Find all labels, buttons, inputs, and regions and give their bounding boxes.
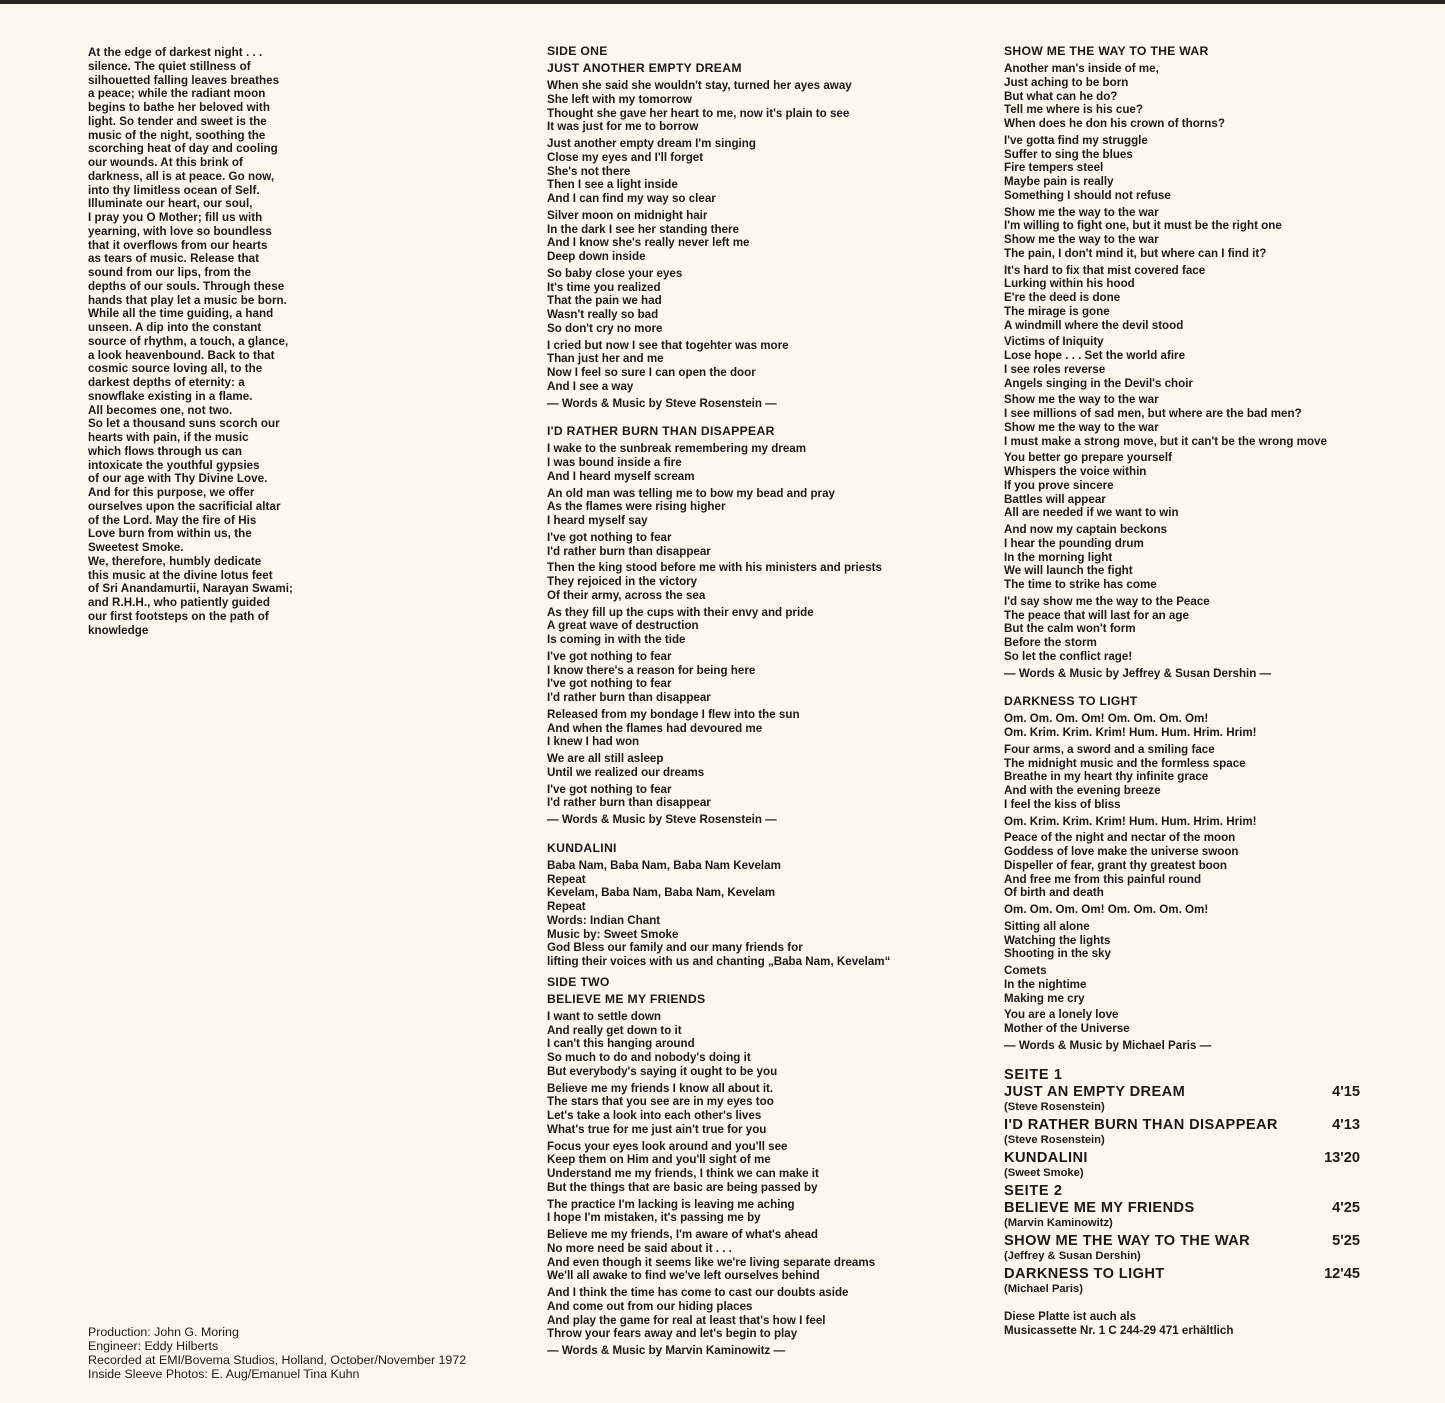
credit-text-line: Inside Sleeve Photos: E. Aug/Emanuel Tina Kuhn [88, 1367, 360, 1381]
song-kundalini [547, 841, 947, 969]
lyric-line: That the pain we had [547, 294, 662, 308]
lyric-line: Believe me my friends I know all about it. [547, 1081, 774, 1095]
lyric-line: In the morning light [1004, 550, 1113, 564]
lyric-line: Show me the way to the war [1004, 420, 1159, 434]
lyric-line: I've got nothing to fear [547, 677, 672, 691]
dedication-line: sound from our lips, from the [88, 266, 252, 279]
lyric-line: Om. Krim. Krim. Krim! Hum. Hum. Hrim. Hrim! [1004, 814, 1257, 828]
track-duration: 4'25 [1332, 1199, 1360, 1216]
lyric-line: But the calm won't form [1004, 622, 1136, 636]
lyric-line: I cried but now I see that togehter was more [547, 338, 789, 352]
lyric-line: Angels singing in the Devil's choir [1004, 376, 1193, 390]
lyric-line: The time to strike has come [1004, 578, 1157, 591]
lyric-line: And I heard myself scream [547, 469, 695, 483]
dedication-line: Sweetest Smoke. [88, 541, 184, 554]
lyric-line: Silver moon on midnight hair [547, 208, 708, 222]
lyric-line: I've gotta find my struggle [1004, 133, 1148, 147]
lyric-line: And when the flames had devoured me [547, 721, 763, 735]
lyric-line: What's true for me just ain't true for you [547, 1122, 767, 1136]
dedication-line: Illuminate our heart, our soul, [88, 197, 253, 211]
track-row [1004, 1117, 1360, 1134]
lyric-line: She left with my tomorrow [547, 92, 692, 106]
lyric-line: I can't this hanging around [547, 1037, 695, 1051]
dedication-line: scorching heat of day and cooling [88, 142, 278, 156]
lyric-line: Close my eyes and I'll forget [547, 150, 704, 164]
dedication-line: our first footsteps on the path of [88, 609, 269, 623]
lyric-line: Om. Om. Om. Om! Om. Om. Om. Om! [1004, 712, 1209, 726]
lyric-line: And come out from our hiding places [547, 1299, 753, 1313]
stanza [1004, 595, 1374, 664]
dedication-line: yearning, with love so boundless [88, 224, 272, 238]
track-title: SHOW ME THE WAY TO THE WAR [1004, 1232, 1251, 1249]
credit-text-line: Engineer: Eddy Hilberts [88, 1339, 219, 1353]
lyric-line: Fire tempers steel [1004, 161, 1104, 175]
track-duration: 4'13 [1332, 1116, 1360, 1133]
dedication-line: While all the time guiding, a hand [88, 307, 274, 321]
lyric-line: I've got nothing to fear [547, 782, 672, 796]
dedication-line: our wounds. At this brink of [88, 156, 243, 169]
dedication-line: I pray you O Mother; fill us with [88, 211, 263, 224]
lyric-line: Lose hope . . . Set the world afire [1004, 349, 1186, 362]
dedication-line: of the Lord. May the fire of His [88, 513, 257, 527]
credit-text-line: Recorded at EMI/Bovema Studios, Holland, October/November 1972 [88, 1353, 467, 1367]
dedication-line: music of the night, soothing the [88, 128, 266, 142]
lyric-line: A windmill where the devil stood [1004, 318, 1184, 332]
lyric-line: It's time you realized [547, 280, 661, 294]
dedication-line: darkness, all is at peace. Go now, [88, 169, 275, 183]
lyric-line: Until we realized our dreams [547, 765, 705, 779]
lyric-line: Something I should not refuse [1004, 188, 1171, 202]
side-one-label: SIDE ONE [547, 44, 608, 58]
lyric-line: No more need be said about it . . . [547, 1241, 732, 1255]
track-duration: 12'45 [1324, 1265, 1360, 1282]
lyric-line: So don't cry no more [547, 321, 663, 335]
lyric-line: Om. Krim. Krim. Krim! Hum. Hum. Hrim. Hrim! [1004, 726, 1257, 739]
lyric-line: Show me the way to the war [1004, 205, 1159, 219]
stanza [1004, 743, 1374, 812]
lyric-line: So let the conflict rage! [1004, 649, 1133, 663]
stanza [547, 267, 947, 336]
song-show-me-the-way-to-the-war [1004, 44, 1374, 680]
production-credits [88, 1325, 528, 1381]
dedication-line: begins to bathe her beloved with [88, 101, 270, 114]
dedication-line: into thy limitless ocean of Self. [88, 183, 260, 197]
lyric-line: I'd say show me the way to the Peace [1004, 594, 1210, 608]
lyric-line: Four arms, a sword and a smiling face [1004, 742, 1215, 756]
stanza [547, 606, 947, 647]
side-two-label: SIDE TWO [547, 974, 610, 989]
lyric-line: God Bless our family and our many friends for [547, 941, 803, 955]
track-row [1004, 1084, 1360, 1101]
lyric-line: As they fill up the cups with their envy and pride [547, 605, 814, 619]
lyric-line: Tell me where is his cue? [1004, 103, 1143, 117]
stanza [1004, 264, 1374, 333]
lyric-line: And really get down to it [547, 1023, 682, 1037]
song-believe-me-my-friends [547, 992, 947, 1358]
lyric-line: Shooting in the sky [1004, 947, 1111, 961]
lyric-line: We'll all awake to find we've left ourselves behind [547, 1269, 820, 1283]
dedication-line: a peace; while the radiant moon [88, 87, 266, 101]
lyric-line: It's hard to fix that mist covered face [1004, 263, 1206, 277]
lyric-line: Victims of Iniquity [1004, 335, 1104, 349]
dedication-line: light. So tender and sweet is the [88, 114, 267, 128]
lyric-line: Believe me my friends, I'm aware of what's ahead [547, 1228, 818, 1241]
lyric-line: It was just for me to borrow [547, 120, 699, 134]
lyric-line: I feel the kiss of bliss [1004, 797, 1121, 811]
lyric-line: I wake to the sunbreak remembering my dream [547, 442, 807, 456]
dedication-line: ourselves upon the sacrificial altar [88, 499, 281, 513]
lyric-line: Maybe pain is really [1004, 175, 1114, 188]
lyric-line: Deep down inside [547, 250, 646, 263]
track-title: JUST AN EMPTY DREAM [1004, 1083, 1186, 1100]
dedication-text [88, 46, 318, 637]
lyric-line: So baby close your eyes [547, 266, 683, 280]
stanza [1004, 134, 1374, 203]
lyric-line: The stars that you see are in my eyes too [547, 1095, 774, 1109]
dedication-line: of Sri Anandamurtii, Narayan Swami; [88, 582, 293, 596]
track-row [1004, 1233, 1360, 1250]
stanza [1004, 964, 1374, 1005]
lyric-line: She's not there [547, 164, 631, 178]
lyric-line: The mirage is gone [1004, 304, 1110, 318]
lyric-line: The pain, I don't mind it, but where can I find it? [1004, 246, 1267, 260]
lyric-line: The practice I'm lacking is leaving me aching [547, 1197, 795, 1211]
stanza [1004, 831, 1374, 900]
lyric-line: You are a lonely love [1004, 1008, 1119, 1022]
lyric-line: I've got nothing to fear [547, 649, 672, 663]
lyric-line: Lurking within his hood [1004, 277, 1135, 291]
track-row [1004, 1200, 1360, 1217]
dedication-line: that it overflows from our hearts [88, 238, 268, 252]
song-credit: — Words & Music by Steve Rosenstein — [547, 813, 777, 826]
stanza [547, 137, 947, 206]
credit-text-line: Production: John G. Moring [88, 1325, 239, 1339]
stanza [547, 1198, 947, 1226]
seite-2-tracks [1004, 1200, 1360, 1296]
lyric-line: I heard myself say [547, 514, 648, 527]
lyric-line: Just another empty dream I'm singing [547, 137, 756, 150]
lyric-line: I hear the pounding drum [1004, 536, 1144, 550]
lyric-line: Repeat [547, 900, 586, 913]
song-title: JUST ANOTHER EMPTY DREAM [547, 61, 742, 75]
lyric-line: Sitting all alone [1004, 919, 1090, 933]
lyrics-right-column [1004, 44, 1374, 1338]
stanza [547, 487, 947, 528]
stanza [547, 1010, 947, 1079]
lyric-line: I want to settle down [547, 1009, 662, 1023]
dedication-line: Love burn from within us, the [88, 527, 252, 541]
song-title: KUNDALINI [547, 840, 617, 855]
stanza [547, 1140, 947, 1195]
track-row [1004, 1150, 1360, 1167]
song-title: I'D RATHER BURN THAN DISAPPEAR [547, 424, 775, 439]
lyric-line: Show me the way to the war [1004, 393, 1159, 407]
stanza [547, 561, 947, 602]
lyric-line: As the flames were rising higher [547, 500, 726, 514]
lyric-line: E're the deed is done [1004, 291, 1121, 304]
lyric-line: Music by: Sweet Smoke [547, 927, 679, 941]
dedication-line: of our age with Thy Divine Love. [88, 472, 268, 486]
lyric-line: And I think the time has come to cast our doubts aside [547, 1286, 849, 1299]
track-row [1004, 1266, 1360, 1283]
track-composer: (Marvin Kaminowitz) [1004, 1216, 1113, 1229]
stanza [1004, 920, 1374, 961]
lyric-line: Then I see a light inside [547, 178, 678, 192]
stanza [547, 783, 947, 811]
lyric-line: So much to do and nobody's doing it [547, 1051, 751, 1064]
lyric-line: Words: Indian Chant [547, 913, 661, 927]
track-duration: 4'15 [1332, 1083, 1360, 1100]
lyric-line: And I see a way [547, 379, 634, 393]
dedication-line: silence. The quiet stillness of [88, 59, 251, 73]
dedication-line: And for this purpose, we offer [88, 486, 255, 499]
dedication-line: hearts with pain, if the music [88, 431, 249, 444]
song-credit: — Words & Music by Jeffrey & Susan Dershin — [1004, 666, 1272, 680]
stanza [547, 650, 947, 705]
seite-1-tracks [1004, 1084, 1360, 1180]
dedication-line: depths of our souls. Through these [88, 279, 285, 293]
lyric-line: I'd rather burn than disappear [547, 796, 711, 810]
lyric-line: Goddess of love make the universe swoon [1004, 845, 1239, 858]
lyric-line: Throw your fears away and let's begin to play [547, 1327, 798, 1341]
lyrics-middle-column [547, 44, 947, 1372]
stanza [547, 339, 947, 394]
lyric-line: I must make a strong move, but it can't be the wrong move [1004, 434, 1327, 448]
song-title: BELIEVE ME MY FRIENDS [547, 991, 706, 1006]
lyric-line: I knew I had won [547, 735, 640, 749]
track-duration: 5'25 [1332, 1232, 1360, 1249]
lyric-line: They rejoiced in the victory [547, 575, 698, 588]
lyric-line: Making me cry [1004, 991, 1085, 1005]
track-composer: (Steve Rosenstein) [1004, 1100, 1105, 1113]
dedication-line: hands that play let a music be born. [88, 293, 287, 307]
song-title: SHOW ME THE WAY TO THE WAR [1004, 44, 1209, 58]
lyric-line: Is coming in with the tide [547, 633, 686, 646]
track-title: DARKNESS TO LIGHT [1004, 1265, 1165, 1282]
stanza [547, 442, 947, 483]
lyric-line: The peace that will last for an age [1004, 608, 1189, 622]
stanza [547, 531, 947, 559]
lyric-line: Comets [1004, 964, 1047, 977]
stanza [1004, 451, 1374, 520]
lyric-line: The midnight music and the formless space [1004, 756, 1246, 770]
seite-1-label: SEITE 1 [1004, 1066, 1063, 1083]
stanza [1004, 335, 1374, 390]
dedication-line: At the edge of darkest night . . . [88, 46, 263, 59]
track-composer: (Jeffrey & Susan Dershin) [1004, 1249, 1141, 1262]
lyric-line: And play the game for real at least that's how I feel [547, 1313, 826, 1327]
lyric-line: An old man was telling me to bow my bead and pray [547, 486, 835, 500]
lyric-line: I was bound inside a fire [547, 456, 682, 469]
lyric-line: And with the evening breeze [1004, 784, 1161, 797]
track-title: BELIEVE ME MY FRIENDS [1004, 1199, 1195, 1216]
lyric-line: Suffer to sing the blues [1004, 147, 1133, 161]
lyric-line: Battles will appear [1004, 492, 1106, 506]
song-id-rather-burn [547, 424, 947, 827]
dedication-line: as tears of music. Release that [88, 252, 260, 266]
lyric-line: In the nightime [1004, 977, 1087, 991]
lyric-line: When she said she wouldn't stay, turned her ayes away [547, 79, 852, 92]
stanza [1004, 393, 1374, 448]
lyric-line: Watching the lights [1004, 933, 1111, 947]
lyric-line: Let's take a look into each other's lives [547, 1109, 762, 1122]
lyric-line: Wasn't really so bad [547, 308, 659, 321]
lyric-line: You better go prepare yourself [1004, 451, 1172, 465]
track-title: KUNDALINI [1004, 1149, 1088, 1166]
lyric-line: Of birth and death [1004, 886, 1104, 900]
track-composer: (Sweet Smoke) [1004, 1166, 1084, 1179]
dedication-line: So let a thousand suns scorch our [88, 417, 280, 431]
lyric-line: Baba Nam, Baba Nam, Baba Nam Kevelam [547, 858, 781, 872]
note-line: Diese Platte ist auch als [1004, 1309, 1137, 1323]
stanza [1004, 523, 1374, 592]
lyric-line: All are needed if we want to win [1004, 506, 1179, 520]
lyric-line: Now I feel so sure I can open the door [547, 366, 756, 379]
lyric-line: lifting their voices with us and chanting „Baba Nam, Kevelam“ [547, 955, 891, 968]
lyric-line: Peace of the night and nectar of the moon [1004, 831, 1236, 845]
lyric-line: I know there's a reason for being here [547, 663, 756, 677]
lyric-line: Om. Om. Om. Om! Om. Om. Om. Om! [1004, 903, 1209, 916]
lyric-line: I hope I'm mistaken, it's passing me by [547, 1211, 761, 1225]
song-credit: — Words & Music by Steve Rosenstein — [547, 396, 777, 410]
lyric-line: I've got nothing to fear [547, 530, 672, 544]
top-border [0, 0, 1445, 4]
dedication-line: a look heavenbound. Back to that [88, 348, 275, 362]
stanza [547, 1228, 947, 1283]
song-credit: — Words & Music by Michael Paris — [1004, 1038, 1212, 1052]
dedication-line: We, therefore, humbly dedicate [88, 554, 262, 568]
stanza [1004, 62, 1374, 131]
lyric-line: I see millions of sad men, but where are the bad men? [1004, 407, 1302, 420]
lyric-line: In the dark I see her standing there [547, 222, 739, 236]
dedication-line: and R.H.H., who patiently guided [88, 596, 270, 609]
lyric-line: Thought she gave her heart to me, now it's plain to see [547, 106, 850, 120]
lyric-line: And I know she's really never left me [547, 236, 750, 250]
stanza [1004, 1008, 1374, 1036]
lyric-line: Breathe in my heart thy infinite grace [1004, 770, 1209, 784]
stanza [547, 1286, 947, 1341]
track-duration: 13'20 [1324, 1149, 1360, 1166]
stanza [1004, 903, 1374, 917]
stanza [547, 79, 947, 134]
lyric-line: If you prove sincere [1004, 478, 1114, 492]
stanza [547, 708, 947, 749]
dedication-line: snowflake existing in a flame. [88, 389, 253, 403]
stanza [547, 859, 947, 969]
lyric-line: And now my captain beckons [1004, 523, 1167, 536]
lyric-line: Show me the way to the war [1004, 233, 1159, 246]
stanza [1004, 712, 1374, 740]
lyric-line: I'd rather burn than disappear [547, 691, 711, 704]
lyric-line: Repeat [547, 872, 586, 886]
dedication-column [88, 46, 318, 637]
lyric-line: Whispers the voice within [1004, 465, 1147, 478]
lyric-line: A great wave of destruction [547, 619, 699, 633]
dedication-line: darkest depths of eternity: a [88, 376, 245, 389]
dedication-line: source of rhythm, a touch, a glance, [88, 334, 289, 348]
dedication-line: which flows through us can [88, 444, 242, 458]
lyric-line: But everybody's saying it ought to be you [547, 1064, 778, 1078]
stanza [547, 209, 947, 264]
dedication-line: knowledge [88, 623, 149, 637]
lyric-line: Dispeller of fear, grant thy greatest boon [1004, 858, 1227, 872]
lyric-line: Focus your eyes look around and you'll see [547, 1139, 788, 1153]
lyric-line: Released from my bondage I flew into the sun [547, 707, 800, 721]
stanza [547, 752, 947, 780]
cassette-note [1004, 1310, 1360, 1338]
lyric-line: Mother of the Universe [1004, 1022, 1130, 1035]
dedication-line: intoxicate the youthful gypsies [88, 458, 260, 472]
song-credit: — Words & Music by Marvin Kaminowitz — [547, 1344, 786, 1357]
stanza [1004, 815, 1374, 829]
stanza [547, 1082, 947, 1137]
dedication-line: unseen. A dip into the constant [88, 321, 262, 334]
lyric-line: But the things that are basic are being passed by [547, 1180, 818, 1194]
song-title: DARKNESS TO LIGHT [1004, 694, 1138, 709]
lyric-line: Understand me my friends, I think we can make it [547, 1167, 819, 1180]
dedication-line: cosmic source loving all, to the [88, 362, 263, 376]
lyric-line: Kevelam, Baba Nam, Baba Nam, Kevelam [547, 886, 776, 900]
lyric-line: Of their army, across the sea [547, 588, 706, 602]
song-just-another-empty-dream [547, 61, 947, 410]
lyric-line: I'm willing to fight one, but it must be the right one [1004, 219, 1282, 233]
tracklist [1004, 1067, 1360, 1338]
track-composer: (Steve Rosenstein) [1004, 1133, 1105, 1146]
note-line: Musicassette Nr. 1 C 244-29 471 erhältlich [1004, 1323, 1234, 1337]
dedication-line: silhouetted falling leaves breathes [88, 73, 280, 87]
lyric-line: We will launch the fight [1004, 564, 1133, 578]
lyric-line: Another man's inside of me, [1004, 62, 1159, 75]
song-darkness-to-light [1004, 694, 1374, 1052]
stanza [1004, 206, 1374, 261]
track-title: I'D RATHER BURN THAN DISAPPEAR [1004, 1116, 1278, 1133]
track-composer: (Michael Paris) [1004, 1282, 1083, 1295]
lyric-line: I'd rather burn than disappear [547, 544, 711, 558]
lyric-line: When does he don his crown of thorns? [1004, 117, 1225, 130]
lyric-line: Before the storm [1004, 636, 1097, 649]
lyric-line: Then the king stood before me with his ministers and priests [547, 561, 882, 575]
lyric-line: Than just her and me [547, 352, 664, 366]
lyric-line: And free me from this painful round [1004, 872, 1202, 886]
lyric-line: Keep them on Him and you'll sight of me [547, 1153, 771, 1167]
dedication-line: this music at the divine lotus feet [88, 568, 273, 582]
seite-2-label: SEITE 2 [1004, 1182, 1063, 1199]
lyric-line: We are all still asleep [547, 752, 664, 765]
dedication-line: All becomes one, not two. [88, 403, 233, 417]
lyric-line: I see roles reverse [1004, 362, 1106, 376]
lyric-line: And I can find my way so clear [547, 192, 716, 205]
lyric-line: But what can he do? [1004, 89, 1118, 103]
lyric-line: And even though it seems like we're living separate dreams [547, 1255, 876, 1269]
lyric-line: Just aching to be born [1004, 75, 1129, 89]
